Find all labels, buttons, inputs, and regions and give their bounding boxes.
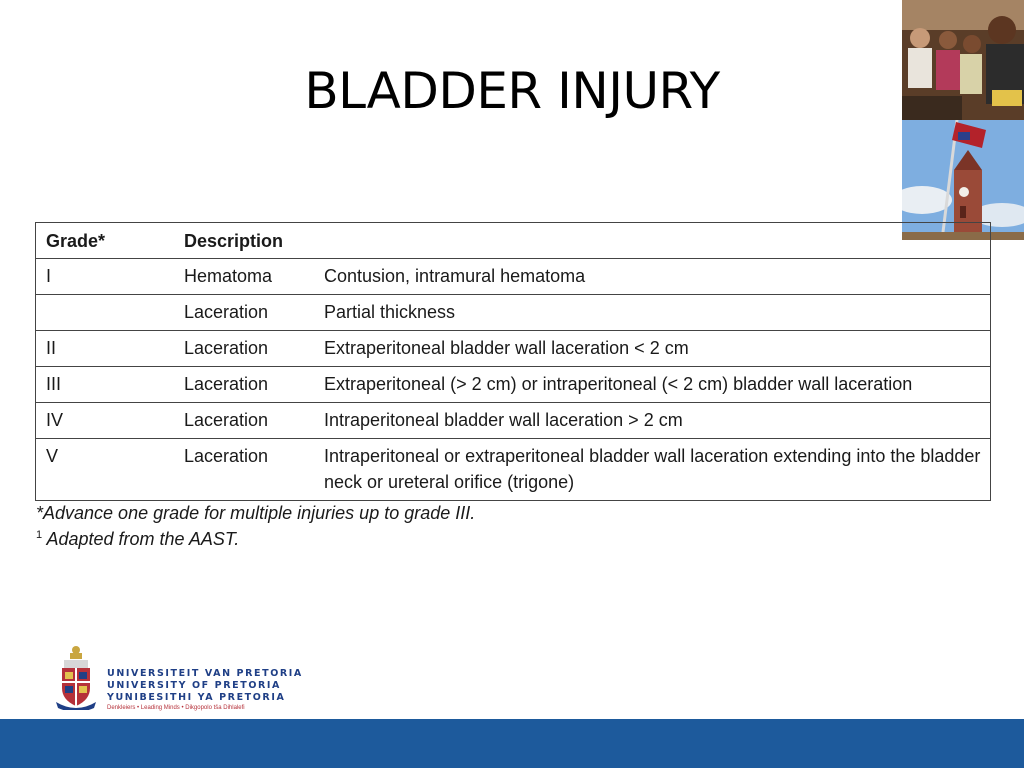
cell-grade [36, 295, 175, 331]
table-row [36, 331, 991, 367]
cell-type: Laceration [174, 331, 314, 367]
cell-description: Extraperitoneal bladder wall laceration < 2 cm [314, 331, 991, 367]
crest-icon [56, 644, 96, 710]
cell-grade: I [36, 259, 175, 295]
cell-description: Intraperitoneal or extraperitoneal bladder wall laceration extending into the bladder neck or ureteral orifice (trigone) [314, 439, 991, 501]
cell-grade: III [36, 367, 175, 403]
cell-description: Extraperitoneal (> 2 cm) or intraperitoneal (< 2 cm) bladder wall laceration [314, 367, 991, 403]
table-row [36, 403, 991, 439]
logo-line-sepedi: YUNIBESITHI YA PRETORIA [107, 692, 286, 703]
header-grade: Grade* [36, 223, 175, 259]
photo-collage [902, 0, 1024, 240]
logo-line-english: UNIVERSITY OF PRETORIA [107, 680, 281, 691]
students-photo [902, 0, 1024, 120]
header-detail [314, 223, 991, 259]
footer-bar [0, 719, 1024, 768]
cell-type: Laceration [174, 295, 314, 331]
cell-type: Laceration [174, 403, 314, 439]
slide-title: BLADDER INJURY [304, 62, 720, 120]
bladder-injury-grading-table [35, 222, 991, 501]
cell-type: Laceration [174, 439, 314, 501]
cell-grade: V [36, 439, 175, 501]
table-row [36, 259, 991, 295]
footnote-marker: 1 [36, 529, 43, 541]
cell-grade: II [36, 331, 175, 367]
cell-description: Intraperitoneal bladder wall laceration > 2 cm [314, 403, 991, 439]
cell-grade: IV [36, 403, 175, 439]
table-row [36, 439, 991, 501]
university-logo [56, 644, 303, 714]
footnote-advance-grade: *Advance one grade for multiple injuries up to grade III. [36, 503, 476, 523]
table-row [36, 367, 991, 403]
logo-line-afrikaans: UNIVERSITEIT VAN PRETORIA [107, 668, 303, 679]
header-description: Description [174, 223, 314, 259]
table-header-row [36, 223, 991, 259]
footnote-source-text: Adapted from the AAST. [42, 529, 240, 549]
cell-description: Partial thickness [314, 295, 991, 331]
logo-motto: Denkleiers • Leading Minds • Dikgopolo tša Dihlalefi [107, 705, 245, 711]
cell-description: Contusion, intramural hematoma [314, 259, 991, 295]
cell-type: Hematoma [174, 259, 314, 295]
cell-type: Laceration [174, 367, 314, 403]
table-row [36, 295, 991, 331]
footnote-source [36, 529, 239, 550]
